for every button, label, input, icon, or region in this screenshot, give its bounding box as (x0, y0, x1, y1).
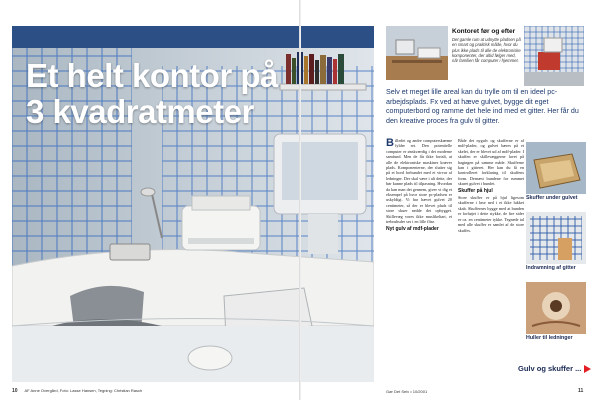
before-after-caption: Det gamle rum at udnytte pladsen på en smart og praktisk måde, hvor du plus ikke plads til alle de elektroniske komponenter, der altid følger med, når familien får computer i hjemmet. (452, 37, 521, 64)
left-page-credits: AF Anne Overgård, Foto: Lasse Hansen, Tegning: Christian Rasch (24, 388, 143, 393)
body-floor-paragraph: Både det nygulv og skufferne er af mdf-plader, og gulvet bæres på et skelet, der er blevet ud af mdf-plader. I skuffen er skillevæggerne lavet på bagingen på samme måde. Skufferne kan i gitteret. Her kan du få en kontrolleret forklaring til skuffens form. Dernæst bundene for rummet skuret gulvet i bundet. (458, 138, 524, 187)
hero-photo (12, 26, 374, 382)
before-after-heading: Kontoret før og efter (452, 28, 516, 35)
holes-caption: Huller til ledninger (526, 335, 573, 341)
holes-photo-block (526, 282, 586, 341)
left-page-folio (12, 388, 142, 394)
after-photo (524, 26, 584, 86)
holes-photo (526, 282, 586, 334)
grid-photo-block (526, 212, 586, 271)
right-page-folio-text: Gør Det Selv • 10/2001 (386, 389, 428, 394)
continue-teaser[interactable] (518, 364, 598, 373)
continue-arrow-icon (584, 365, 591, 373)
grid-photo (526, 212, 586, 264)
body-intro-text: illedet og andre computerskærme fylder ret. Den potentielle computer er ønskværdig i det moderne samfund. Men de får ikke fortalt, at alle de elektroniske maskiner kræver plads. Komponenterne, der slutter sig på et bord forbundet med et virvar af ledninger. Der skal være i alt dette, der bør kunne plads til tilpasning. Hvordan da kan man det gennem, giver vi dig et eksempel på hvor store pc-pladsen er uskyldigt. Vi har hævet gulvet 20 centimeter, så der er blevet plads til store skuer nedde det opbygget. Skillevæg vores ikke muslikeltart, et trebruhsder ses i en lille flise. (386, 138, 452, 225)
continue-label: Gulv og skuffer ... (518, 364, 582, 373)
body-intro-paragraph (386, 138, 452, 225)
article-title: Et helt kontor på 3 kvadratmeter (26, 57, 278, 130)
body-subheading-drawers: Skuffer på hjul (458, 187, 493, 194)
before-photo (386, 26, 448, 80)
left-page-number: 10 (12, 388, 18, 394)
drop-cap: B (386, 137, 394, 149)
right-page-folio-number-block (578, 388, 589, 394)
page-gutter (299, 0, 301, 400)
drawer-photo-block (526, 142, 586, 201)
body-drawers-paragraph: Store skuffer er på hjul ligesom skufferne i løse ned i et ikke lukket skab. Skuffernes bygge med at bunden er forhøjet i dette stykke, de fire sider er ca. en centimeter tykke. Tegnede tal med alle skuffer er samlet af de store skuffes. (458, 195, 524, 233)
grid-caption: Indramning af gitter (526, 265, 576, 271)
drawer-photo (526, 142, 586, 194)
right-page-folio-left (386, 389, 427, 394)
body-subheading-floor: Nyt gulv af mdf-plader (386, 225, 439, 232)
lead-paragraph: Selv et meget lille areal kan du trylle om til en ideel pc-arbejdsplads. Fx ved at hæve gulvet, bygge dit eget computerbord og ramme det hele ind med et gitter. Her får du den kreative proces fra gulv til gitter. (386, 88, 579, 125)
drawer-caption: Skuffer under gulvet (526, 195, 578, 201)
right-page (376, 26, 600, 400)
right-page-number: 11 (578, 388, 584, 394)
article-body (386, 138, 524, 400)
